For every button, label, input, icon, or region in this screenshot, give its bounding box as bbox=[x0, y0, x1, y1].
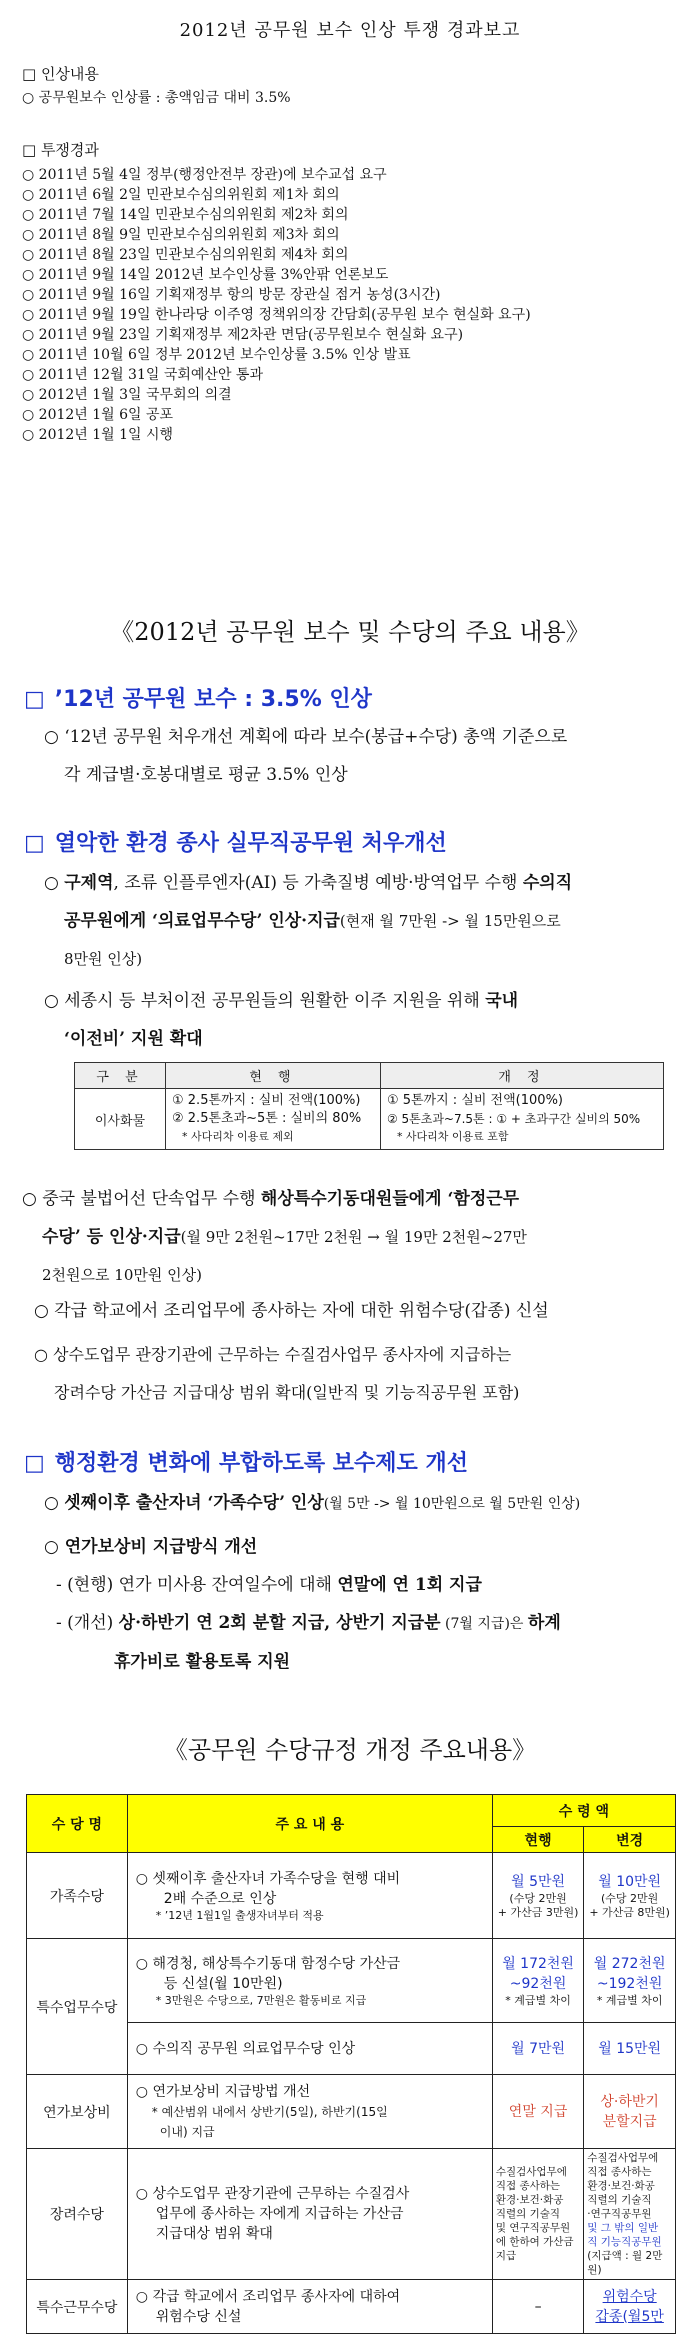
coast-note: (월 9만 2천원~17만 2천원 → 월 19만 2천원~27만 bbox=[180, 1228, 527, 1246]
coast-guard-paragraph bbox=[22, 1180, 682, 1294]
coast-note-2: 2천원으로 10만원 인상) bbox=[42, 1266, 202, 1284]
event-item: ○ 2011년 5월 4일 정부(행정안전부 장관)에 보수교섭 요구 bbox=[22, 167, 387, 183]
amount-line: 월 10만원 bbox=[598, 1873, 662, 1890]
amount-current bbox=[492, 2149, 583, 2280]
section-heading-increase: □ 인상내용 bbox=[22, 65, 99, 83]
allowance-name: 특수업무수당 bbox=[27, 1939, 128, 2075]
event-item: ○ 2011년 9월 16일 기획재정부 항의 방문 장관실 점거 농성(3시간) bbox=[22, 287, 441, 303]
amount-new: 월 15만원 bbox=[584, 2023, 676, 2075]
amount-line: 갑종(월5만 bbox=[595, 2308, 664, 2325]
vet-text: , 조류 인플루엔자(AI) 등 가축질병 예방·방역업무 수행 bbox=[113, 873, 523, 893]
event-list bbox=[22, 165, 531, 445]
water-paragraph bbox=[34, 1336, 694, 1412]
moving-new bbox=[380, 1089, 663, 1150]
content-note: * ’12년 1월1일 출생자녀부터 적용 bbox=[155, 1908, 324, 1922]
section-reform-heading: 행정환경 변화에 부합하도록 보수제도 개선 bbox=[54, 1451, 468, 1476]
section-system-reform bbox=[24, 1446, 468, 1477]
amount-new bbox=[584, 1939, 676, 2023]
amount-note: (수당 2만원 bbox=[509, 1891, 567, 1905]
coast-bold: 해상특수기동대원들에게 ‘함정근무 bbox=[260, 1189, 520, 1209]
amount-line: 월 272천원 bbox=[593, 1955, 666, 1972]
content-line: 위험수당 신설 bbox=[155, 2308, 242, 2325]
allowance-header-name: 수 당 명 bbox=[27, 1795, 128, 1853]
amount-current: 월 7만원 bbox=[492, 2023, 583, 2075]
content-line: ○ 해경청, 해상특수기동대 함정수당 가산금 bbox=[135, 1955, 401, 1972]
moving-header-current: 현 행 bbox=[166, 1063, 381, 1089]
vet-note: (현재 월 7만원 -> 월 15만원으로 bbox=[339, 912, 561, 930]
amount-new bbox=[584, 2280, 676, 2334]
square-bullet-icon: □ bbox=[24, 1451, 45, 1476]
moving-new-1: ① 5톤까지 : 실비 전액(100%) bbox=[386, 1093, 563, 1108]
vet-paragraph bbox=[44, 864, 684, 978]
amount-note: 및 연구직공무원 bbox=[495, 2222, 571, 2234]
table-row bbox=[27, 2075, 676, 2149]
event-item: ○ 2011년 8월 9일 민관보수심의위원회 제3차 회의 bbox=[22, 227, 340, 243]
relocation-bold: 국내 bbox=[485, 991, 519, 1011]
content-line: 업무에 종사하는 자에게 지급하는 가산금 bbox=[155, 2206, 404, 2222]
amount-current bbox=[492, 1853, 583, 1939]
amount-note: 직 기능직공무원 bbox=[587, 2236, 662, 2248]
raise-line-1: ○ ‘12년 공무원 처우개선 계획에 따라 보수(봉급+수당) 총액 기준으로 bbox=[44, 727, 568, 747]
raise-paragraph bbox=[44, 718, 684, 794]
table-row bbox=[27, 2280, 676, 2334]
amount-new bbox=[584, 1853, 676, 1939]
allowance-content bbox=[127, 2075, 492, 2149]
content-line: 2배 수준으로 인상 bbox=[163, 1890, 277, 1907]
leave-current-text: - (현행) 연가 미사용 잔여일수에 대해 bbox=[56, 1575, 338, 1595]
amount-note: * 계급별 차이 bbox=[596, 1993, 663, 2007]
leave-new-note: (7월 지급)은 bbox=[440, 1616, 528, 1632]
leave-new bbox=[56, 1604, 696, 1681]
amount-line: 월 172천원 bbox=[502, 1955, 574, 1972]
table-row bbox=[27, 1853, 676, 1939]
amount-note: 및 그 밖의 일반 bbox=[587, 2222, 659, 2234]
relocation-text: ○ 세종시 등 부처이전 공무원들의 원활한 이주 지원을 위해 bbox=[44, 991, 486, 1011]
amount-line: ~192천원 bbox=[596, 1975, 663, 1992]
event-item: ○ 2011년 7월 14일 민관보수심의위원회 제2차 회의 bbox=[22, 207, 349, 223]
moving-current-1: ① 2.5톤까지 : 실비 전액(100%) bbox=[172, 1093, 361, 1108]
amount-note: 환경·보건·화공 bbox=[587, 2180, 655, 2192]
vet-bold-3: 공무원에게 ‘의료업무수당’ 인상·지급 bbox=[64, 911, 340, 931]
event-item: ○ 2011년 10월 6일 정부 2012년 보수인상률 3.5% 인상 발표 bbox=[22, 347, 411, 363]
event-item: ○ 2011년 9월 23일 기획재정부 제2차관 면담(공무원보수 현실화 요구) bbox=[22, 327, 464, 343]
allowance-header-current: 현행 bbox=[492, 1827, 583, 1853]
allowance-header-amount: 수 령 액 bbox=[492, 1795, 675, 1827]
amount-line: 분할지급 bbox=[602, 2113, 657, 2130]
event-item: ○ 2011년 6월 2일 민관보수심의위원회 제1차 회의 bbox=[22, 187, 340, 203]
amount-line: 위험수당 bbox=[602, 2288, 657, 2305]
cook-paragraph: ○ 각급 학교에서 조리업무에 종사하는 자에 대한 위험수당(갑종) 신설 bbox=[34, 1301, 549, 1321]
section-working-conditions bbox=[24, 826, 447, 857]
increase-item: ○ 공무원보수 인상률 : 총액임금 대비 3.5% bbox=[22, 90, 291, 106]
content-line: 지급대상 범위 확대 bbox=[155, 2226, 273, 2242]
family-bold: 셋째이후 출산자녀 ‘가족수당’ 인상 bbox=[64, 1493, 324, 1513]
allowance-name: 가족수당 bbox=[27, 1853, 128, 1939]
allowance-content: ○ 수의직 공무원 의료업무수당 인상 bbox=[127, 2023, 492, 2075]
allowance-header-content: 주 요 내 용 bbox=[127, 1795, 492, 1853]
amount-note: 직접 종사하는 bbox=[495, 2180, 561, 2192]
vet-bold-2: 수의직 bbox=[522, 873, 573, 893]
event-item: ○ 2011년 9월 14일 2012년 보수인상률 3%안팎 언론보도 bbox=[22, 267, 389, 283]
event-item: ○ 2011년 8월 23일 민관보수심의위원회 제4차 회의 bbox=[22, 247, 349, 263]
event-item: ○ 2011년 9월 19일 한나라당 이주영 정책위의장 간담회(공무원 보수 현실화 요구) bbox=[22, 307, 531, 323]
moving-row-label: 이사화물 bbox=[75, 1089, 166, 1150]
relocation-paragraph bbox=[44, 982, 684, 1058]
amount-note: 수질검사업무에 bbox=[495, 2166, 567, 2178]
amount-note: + 가산금 8만원) bbox=[589, 1905, 670, 1919]
amount-line: ~92천원 bbox=[509, 1975, 567, 1992]
amount-note: 환경·보건·화공 bbox=[495, 2194, 564, 2206]
section-working-heading: 열악한 환경 종사 실무직공무원 처우개선 bbox=[54, 831, 447, 856]
section-raise-heading: ’12년 공무원 보수 : 3.5% 인상 bbox=[54, 687, 372, 712]
event-item: ○ 2011년 12월 31일 국회예산안 통과 bbox=[22, 367, 263, 383]
allowance-name: 연가보상비 bbox=[27, 2075, 128, 2149]
bullet: ○ bbox=[44, 1493, 65, 1513]
content-line: 등 신설(월 10만원) bbox=[163, 1975, 283, 1992]
amount-current: 연말 지급 bbox=[492, 2075, 583, 2149]
moving-current-note: * 사다리차 이용료 제외 bbox=[182, 1130, 294, 1143]
water-line-2: 장려수당 가산금 지급대상 범위 확대(일반직 및 기능직공무원 포함) bbox=[54, 1383, 520, 1402]
raise-line-2: 각 계급별·호봉대별로 평균 3.5% 인상 bbox=[64, 765, 348, 785]
vet-note-2: 8만원 인상) bbox=[64, 950, 143, 968]
content-line: ○ 상수도업무 관장기관에 근무하는 수질검사 bbox=[135, 2186, 410, 2202]
square-bullet-icon: □ bbox=[24, 831, 45, 856]
main-title: 《2012년 공무원 보수 및 수당의 주요 내용》 bbox=[110, 618, 590, 646]
amount-note: 에 한하여 가산금 bbox=[495, 2236, 574, 2248]
report-title: 2012년 공무원 보수 인상 투쟁 경과보고 bbox=[179, 20, 521, 41]
leave-new-bold-2: 하계 bbox=[527, 1613, 561, 1633]
amount-new bbox=[584, 2149, 676, 2280]
amount-note: 직렬의 기술직 bbox=[495, 2208, 561, 2220]
vet-bold-1: 구제역 bbox=[64, 873, 114, 893]
allowance-name: 특수근무수당 bbox=[27, 2280, 128, 2334]
table-row bbox=[27, 1939, 676, 2023]
leave-current bbox=[56, 1566, 696, 1604]
amount-note: 지급 bbox=[495, 2250, 517, 2262]
allowance-content bbox=[127, 2280, 492, 2334]
amount-line: 상·하반기 bbox=[600, 2093, 659, 2110]
coast-bold-2: 수당’ 등 인상·지급 bbox=[42, 1227, 181, 1247]
amount-new bbox=[584, 2075, 676, 2149]
amount-note: + 가산금 3만원) bbox=[497, 1905, 579, 1919]
content-line: ○ 각급 학교에서 조리업무 종사자에 대하여 bbox=[135, 2288, 401, 2305]
square-bullet-icon: □ bbox=[24, 687, 45, 712]
moving-current bbox=[166, 1089, 381, 1150]
amount-line: 월 5만원 bbox=[511, 1873, 566, 1890]
family-paragraph bbox=[44, 1484, 694, 1523]
allowance-name: 장려수당 bbox=[27, 2149, 128, 2280]
amount-note: (수당 2만원 bbox=[601, 1891, 659, 1905]
bullet: ○ bbox=[44, 873, 65, 893]
leave-current-bold: 연말에 연 1회 지급 bbox=[337, 1575, 482, 1595]
moving-header-item: 구 분 bbox=[75, 1063, 166, 1089]
moving-current-2: ② 2.5톤초과~5톤 : 실비의 80% bbox=[172, 1111, 362, 1126]
amount-note: (지급액 : 월 2만원) bbox=[587, 2250, 663, 2276]
amount-note: 직렬의 기술직 bbox=[587, 2194, 652, 2206]
event-item: ○ 2012년 1월 6일 공포 bbox=[22, 407, 174, 423]
event-item: ○ 2012년 1월 1일 시행 bbox=[22, 427, 174, 443]
leave-heading: ○ 연가보상비 지급방식 개선 bbox=[44, 1537, 258, 1557]
section-raise bbox=[24, 682, 372, 713]
leave-new-bold-3: 휴가비로 활용토록 지원 bbox=[114, 1652, 291, 1672]
coast-text: ○ 중국 불법어선 단속업무 수행 bbox=[22, 1189, 261, 1209]
section-heading-progress: □ 투쟁경과 bbox=[22, 141, 99, 159]
content-line: ○ 셋째이후 출산자녀 가족수당을 현행 대비 bbox=[135, 1870, 401, 1887]
content-note: 이내) 지급 bbox=[159, 2124, 215, 2139]
leave-new-text: - (개선) bbox=[56, 1613, 119, 1633]
moving-header-new: 개 정 bbox=[380, 1063, 663, 1089]
family-note: (월 5만 -> 월 10만원으로 월 5만원 인상) bbox=[323, 1496, 581, 1512]
content-note: * 예산범위 내에서 상반기(5일), 하반기(15일 bbox=[151, 2104, 388, 2119]
allowance-table bbox=[26, 1794, 676, 2334]
amount-note: 수질검사업무에 bbox=[587, 2152, 659, 2164]
leave-new-bold: 상·하반기 연 2회 분할 지급, 상반기 지급분 bbox=[118, 1613, 441, 1633]
table-row bbox=[27, 2149, 676, 2280]
moving-cost-table bbox=[74, 1062, 664, 1150]
allowance-content bbox=[127, 2149, 492, 2280]
content-note: * 3만원은 수당으로, 7만원은 활동비로 지급 bbox=[155, 1993, 367, 2007]
amount-note: ·연구직공무원 bbox=[587, 2208, 652, 2220]
amount-current bbox=[492, 1939, 583, 2023]
moving-new-note: * 사다리차 이용료 포함 bbox=[396, 1130, 509, 1143]
allowance-header-new: 변경 bbox=[584, 1827, 676, 1853]
relocation-bold-2: ‘이전비’ 지원 확대 bbox=[64, 1029, 203, 1049]
moving-new-2: ② 5톤초과~7.5톤 : ① + 초과구간 실비의 50% bbox=[386, 1112, 641, 1126]
event-item: ○ 2012년 1월 3일 국무회의 의결 bbox=[22, 387, 232, 403]
amount-current: – bbox=[492, 2280, 583, 2334]
allowance-title: 《공무원 수당규정 개정 주요내용》 bbox=[163, 1736, 537, 1764]
amount-note: 직접 종사하는 bbox=[587, 2166, 652, 2178]
amount-note: * 계급별 차이 bbox=[505, 1993, 571, 2007]
water-line-1: ○ 상수도업무 관장기관에 근무하는 수질검사업무 종사자에 지급하는 bbox=[34, 1345, 512, 1364]
content-line: ○ 연가보상비 지급방법 개선 bbox=[135, 2083, 311, 2100]
allowance-content bbox=[127, 1939, 492, 2023]
allowance-content bbox=[127, 1853, 492, 1939]
